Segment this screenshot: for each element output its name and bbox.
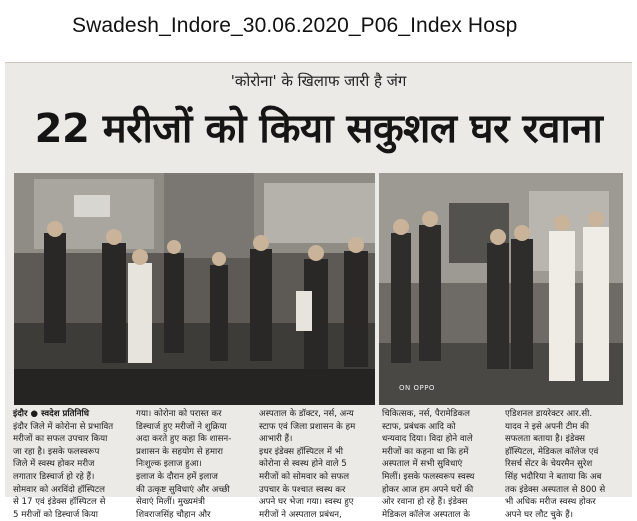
article-line: भी अधिक मरीज स्वस्थ होकर: [505, 497, 596, 508]
article-dateline: इंदौर ● स्वदेश प्रतिनिधि: [13, 409, 90, 419]
article-line: कोरोना से स्वस्थ होने वाले 5: [259, 459, 347, 470]
article-line: उपचार के पश्चात स्वस्थ कर: [259, 484, 346, 495]
article-line: होकर आज हम अपने घरों की: [382, 484, 474, 495]
article-line: जिले में स्वस्थ होकर मरीज: [13, 459, 95, 470]
article-line: निःशुल्क इलाज हुआ।: [136, 459, 202, 470]
article-line: गया। कोरोना को परास्त कर: [136, 409, 222, 419]
clipping-caption: Swadesh_Indore_30.06.2020_P06_Index Hosp: [72, 14, 518, 37]
article-line: अपने घर भेजा गया। स्वस्थ हुए: [259, 497, 354, 508]
article-line: सोमवार को अरविंदो हॉस्पिटल: [13, 484, 105, 495]
newspaper-clipping: [5, 62, 632, 520]
article-line: अपने घर लौट चुके हैं।: [505, 509, 573, 520]
kicker-line: 'कोरोना' के खिलाफ जारी है जंग: [230, 72, 407, 90]
article-line: रिसर्च सेंटर के चेयरमैन सुरेश: [505, 459, 593, 470]
photo-discharged-patients-right: [379, 173, 623, 405]
article-line: हॉस्पिटल, मेडिकल कॉलेज एवं: [505, 446, 599, 457]
headline: 22 मरीजों को किया सकुशल घर रवाना: [34, 106, 603, 152]
article-line: सेवाएं मिलीं। मुख्यमंत्री: [136, 497, 205, 508]
article-line: मिलीं। इसके फलस्वरूप स्वस्थ: [382, 471, 475, 482]
article-line: ओर रवाना हो रहे हैं। इंडेक्स: [382, 497, 468, 508]
article-line: तक इंडेक्स अस्पताल से 800 से: [505, 484, 606, 495]
article-line: यादव ने इसे अपनी टीम की: [505, 421, 589, 432]
article-line: मरीजों को सोमवार को सफल: [259, 471, 350, 482]
article-column-4: [382, 408, 474, 521]
article-line: अस्पताल के डॉक्टर, नर्स, अन्य: [259, 409, 354, 419]
article-line: मेडिकल कॉलेज अस्पताल के: [382, 509, 470, 520]
article-line: स्टाफ, प्रबंधक आदि को: [382, 421, 456, 432]
article-column-1: [13, 408, 113, 521]
article-line: सफलता बताया है। इंडेक्स: [505, 434, 585, 445]
article-line: मरीजों का सफल उपचार किया: [13, 434, 108, 445]
article-line: से 17 एवं इंडेक्स हॉस्पिटल से: [13, 497, 106, 508]
article-line: मरीजों का कहना था कि हमें: [382, 446, 469, 457]
article-line: अस्पताल में सभी सुविधाएं: [382, 459, 463, 470]
photo-right-image: [379, 173, 623, 405]
article-line: धन्यवाद दिया। विदा होने वाले: [382, 434, 473, 445]
article-line: प्रशासन के सहयोग से हमारा: [136, 446, 223, 457]
article-line: सिंह भदौरिया ने बताया कि अब: [505, 471, 602, 482]
article-line: आभारी हैं।: [259, 434, 293, 445]
article-line: स्टाफ एवं जिला प्रशासन के हम: [259, 421, 356, 432]
article-body: [13, 408, 625, 520]
article-line: मरीजों ने अस्पताल प्रबंधन,: [259, 509, 342, 520]
photo-left-image: [14, 173, 375, 405]
article-line: इलाज के दौरान हमें इलाज: [136, 471, 218, 482]
article-line: जा रहा है। इसके फलस्वरूप: [13, 446, 100, 457]
article-line: 5 मरीजों को डिस्चार्ज किया: [13, 509, 98, 520]
article-line: इधर इंडेक्स हॉस्पिटल में भी: [259, 446, 344, 457]
photo-discharged-patients-left: [14, 173, 375, 405]
article-column-2: [136, 408, 231, 521]
article-line: शिवराजसिंह चौहान और: [136, 509, 211, 520]
article-line: लगातार डिस्चार्ज हो रहे हैं।: [13, 471, 95, 482]
article-column-5: [505, 408, 605, 521]
article-line: एडिशनल डायरेक्टर आर.सी.: [505, 409, 593, 419]
article-line: चिकित्सक, नर्स, पैरामेडिकल: [382, 409, 470, 419]
article-line: इंदौर जिले में कोरोना से प्रभावित: [13, 421, 114, 432]
photo-watermark: ON OPPO: [399, 384, 435, 392]
article-line: की उत्कृष्ट सुविधाएं और अच्छी: [136, 484, 230, 495]
article-column-3: [259, 408, 355, 521]
article-line: अदा करते हुए कहा कि शासन-: [136, 434, 232, 445]
article-line: डिस्चार्ज हुए मरीजों ने शुक्रिया: [136, 421, 227, 432]
